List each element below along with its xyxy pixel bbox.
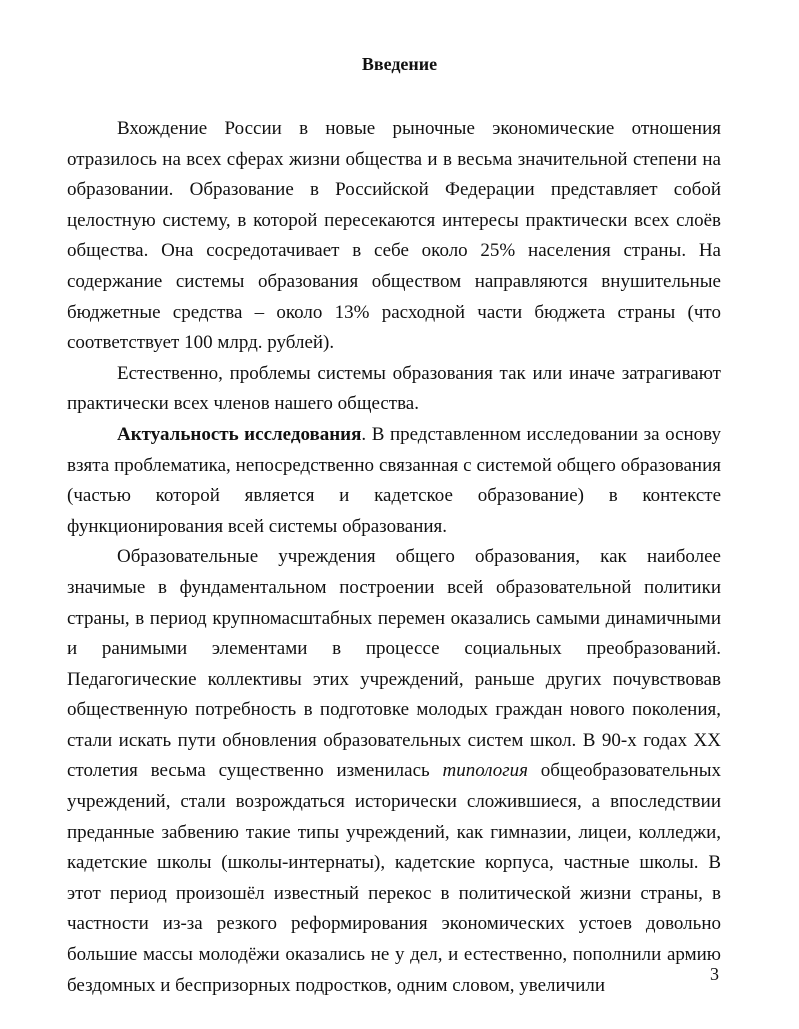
paragraph-intro [67, 114, 721, 359]
document-body [67, 114, 721, 1001]
paragraph-institutions-text-before: Образовательные учреждения общего образования, как наиболее значимые в фундаментальном построении всей образовательной политики страны, в период крупномасштабных перемен оказались самыми динамичными и ранимыми элементами в процессе социальных преобразований. Педагогические коллективы этих учреждений, раньше других почувствовав общественную потребность в подготовке молодых граждан нового поколения, стали искать пути обновления образовательных систем школ. В 90-х годах XX столетия весьма существенно изменилась [67, 546, 721, 782]
paragraph-intro-text: Вхождение России в новые рыночные экономические отношения отразилось на всех сферах жизни общества и в весьма значительной степени на образовании. Образование в Российской Федерации представляет собой целостную систему, в которой пересекаются интересы практически всех слоёв общества. Она сосредотачивает в себе около 25% населения страны. На содержание системы образования обществом направляются внушительные бюджетные средства – около 13% расходной части бюджета страны (что соответствует 100 млрд. рублей). [67, 118, 721, 354]
relevance-heading: Актуальность исследования [117, 423, 362, 445]
paragraph-naturally-text: Естественно, проблемы системы образования так или иначе затрагивают практически всех членов нашего общества. [67, 362, 721, 415]
paragraph-relevance-text: . В представленном исследовании за основу взята проблематика, непосредственно связанная с системой общего образования (частью которой является и кадетское образование) в контексте функционирования всей системы образования. [67, 423, 721, 537]
paragraph-relevance [67, 420, 721, 542]
page-title: Введение [361, 54, 438, 74]
paragraph-institutions [67, 542, 721, 1001]
typology-emphasis: типология [442, 760, 528, 782]
paragraph-naturally [67, 359, 721, 420]
paragraph-institutions-text-after: общеобразовательных учреждений, стали возрождаться исторически сложившиеся, а впоследствии преданные забвению такие типы учреждений, как гимназии, лицеи, колледжи, кадетские школы (школы-интернаты), кадетские корпуса, частные школы. В этот период произошёл известный перекос в политической жизни страны, в частности из-за резкого реформирования экономических устоев довольно большие массы молодёжи оказались не у дел, и естественно, пополнили армию бездомных и беспризорных подростков, одним словом, увеличили [67, 760, 721, 996]
page-number: 3 [710, 964, 719, 984]
